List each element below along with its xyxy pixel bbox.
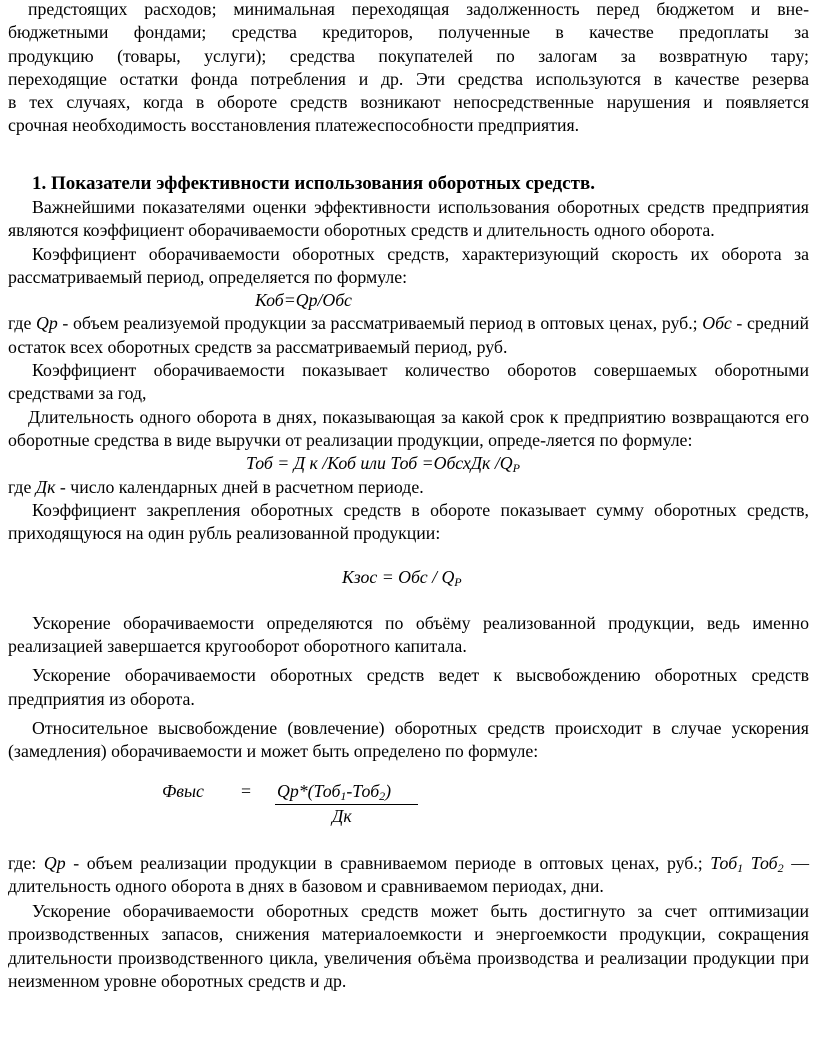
section-heading: 1. Показатели эффективности использования оборотных средств. [32, 173, 595, 194]
intro-line: бюджетными фондами; средства кредиторов, полученные в качестве предоплаты за [8, 22, 809, 43]
where-prefix: где [8, 313, 37, 334]
var-tob1: Тоб [710, 852, 738, 873]
var-tob-desc: — длительность одного оборота в днях в базовом и сравниваемом периодах, дни. [8, 852, 809, 896]
paragraph-where-release [0, 852, 816, 899]
formula-release-denominator: Дк [332, 805, 352, 826]
intro-line: срочная необходимость восстановления платежеспособности предприятия. [8, 115, 580, 136]
intro-line: переходящие остатки фонда потребления и др. Эти средства используются в качестве резерва [8, 68, 809, 89]
formula-release [0, 774, 816, 832]
numerator-sub: 1 [340, 788, 347, 803]
paragraph-where-qr [0, 312, 816, 359]
formula-fixing-sub: Р [454, 575, 462, 590]
paragraph-release: Относительное высвобождение (вовлечение) оборотных средств происходит в случае ускорения (замедления) оборачиваемости и может быть определено по формуле: [8, 717, 809, 762]
where-prefix: где: [8, 852, 44, 873]
paragraph-turnover-meaning: Коэффициент оборачиваемости показывает количество оборотов совершаемых оборотными средствами за год, [8, 360, 809, 404]
var-qr-desc: - объем реализуемой продукции за рассматриваемый период в оптовых ценах, руб.; [57, 313, 703, 334]
paragraph-indicators: Важнейшими показателями оценки эффективности использования оборотных средств предприятия являются коэффициент оборачиваемости оборотных средств и длительность одного оборота. [8, 197, 809, 241]
paragraph-acceleration-2: Ускорение оборачиваемости оборотных средств ведет к высвобождению оборотных средств предприятия из оборота. [8, 665, 809, 709]
formula-release-lhs: Фвыс [162, 780, 204, 801]
formula-duration-sub: Р [512, 461, 520, 476]
paragraph-acceleration-means: Ускорение оборачиваемости оборотных средств может быть достигнуто за счет оптимизации производственных запасов, снижения материалоемкости и энергоемкости продукции, сокращения длительности производственного цикла, увеличения объёма производства и реализации продукции при неизменном уровне оборотных средств и др. [8, 901, 809, 992]
paragraph-where-dk [0, 476, 816, 499]
where-prefix: где [8, 476, 36, 497]
var-dk-desc: - число календарных дней в расчетном периоде. [55, 476, 424, 497]
var-tob2-sub: 2 [777, 860, 784, 875]
var-tob1-sub: 1 [737, 860, 744, 875]
formula-duration [0, 452, 816, 475]
var-qr: Qр [43, 852, 66, 873]
var-qr: Qр [36, 313, 58, 334]
paragraph-fixing-ratio: Коэффициент закрепления оборотных средств в обороте показывает сумму оборотных средств, приходящуюся на один рубль реализованной продукции: [8, 499, 809, 544]
formula-duration-text: Тоб = Д к /Коб или Тоб =ОбсхДк /Q [246, 453, 513, 474]
formula-release-eq: = [241, 780, 252, 801]
body-block [0, 196, 816, 993]
var-obs-desc: - средний остаток всех оборотных средств за рассматриваемый период, руб. [8, 313, 810, 357]
paragraph-duration: Длительность одного оборота в днях, показывающая за какой срок к предприятию возвращаются его оборотные средства в виде выручки от реализации продукции, опреде-ляется по формуле: [8, 406, 809, 450]
formula-release-numerator [277, 780, 391, 803]
intro-line: продукцию (товары, услуги); средства покупателей по залогам за возвратную тару; [8, 45, 809, 66]
numerator-part: Qр*(Тоб [277, 780, 341, 801]
intro-paragraph [0, 0, 816, 138]
var-qr-desc: - объем реализации продукции в сравниваемом периоде в оптовых ценах, руб.; [65, 852, 711, 873]
paragraph-turnover-ratio: Коэффициент оборачиваемости оборотных средств, характеризующий скорость их оборота за рассматриваемый период, определяется по формуле: [8, 243, 809, 287]
numerator-sub: 2 [379, 788, 386, 803]
paragraph-acceleration-1: Ускорение оборачиваемости определяются по объёму реализованной продукции, ведь именно реализацией завершается кругооборот оборотного капитала. [8, 612, 809, 657]
formula-turnover-ratio: Коб=Qр/Обс [255, 290, 352, 311]
intro-line: в тех случаях, когда в обороте средств возникают непосредственные нарушения и появляется [8, 92, 809, 113]
var-dk: Дк [35, 476, 56, 497]
formula-fixing-ratio [0, 566, 816, 589]
numerator-part: -Тоб [346, 780, 380, 801]
numerator-part: ) [385, 780, 392, 801]
formula-fixing-text: Кзос = Обс / Q [342, 567, 455, 588]
var-tob2: Тоб [750, 852, 778, 873]
var-obs: Обс [702, 313, 732, 334]
intro-line: предстоящих расходов; минимальная переходящая задолженность перед бюджетом и вне- [28, 0, 809, 19]
